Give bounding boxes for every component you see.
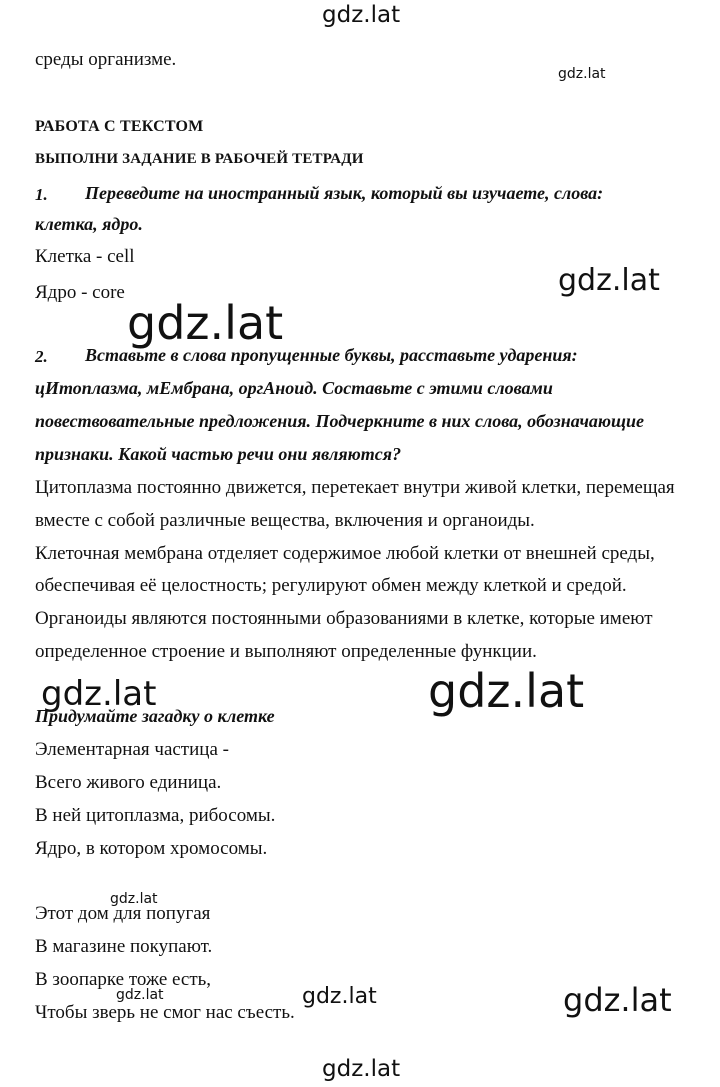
watermark-small-mid: gdz.lat [110, 891, 158, 907]
watermark-large-bottom-right: gdz.lat [563, 981, 672, 1019]
task2-question-line2: цИтоплазма, мЕмбрана, оргАноид. Составьте с этими словами [35, 378, 553, 398]
watermark-medium-bottom: gdz.lat [302, 984, 377, 1009]
task1-question-line1: Переведите на иностранный язык, который вы изучаете, слова: [85, 183, 604, 203]
task2-number: 2. [35, 347, 48, 366]
watermark-top: gdz.lat [322, 2, 401, 28]
task2-question-line4: признаки. Какой частью речи они являются? [35, 444, 402, 464]
riddle1-line3: В ней цитоплазма, рибосомы. [35, 805, 276, 826]
riddle2-line1: Этот дом для попугая [35, 903, 211, 924]
watermark-large-right: gdz.lat [558, 263, 660, 298]
watermark-small-low: gdz.lat [116, 987, 164, 1003]
task2-answer-1: Цитоплазма постоянно движется, перетекает внутри живой клетки, перемещая [35, 477, 675, 498]
riddle1-line1: Элементарная частица - [35, 739, 229, 760]
watermark-xl-left: gdz.lat [127, 296, 284, 350]
riddle1-line4: Ядро, в котором хромосомы. [35, 838, 268, 859]
riddle1-line2: Всего живого единица. [35, 772, 222, 793]
watermark-small-top-right: gdz.lat [558, 66, 606, 82]
intro-text: среды организме. [35, 49, 177, 70]
watermark-large-left: gdz.lat [41, 674, 157, 714]
riddle2-line2: В магазине покупают. [35, 936, 213, 957]
task2-answer-2: вместе с собой различные вещества, включения и органоиды. [35, 510, 535, 531]
task1-question-line2: клетка, ядро. [35, 214, 143, 234]
task2-answer-3: Клеточная мембрана отделяет содержимое любой клетки от внешней среды, [35, 543, 655, 564]
riddle2-line3: В зоопарке тоже есть, [35, 969, 212, 990]
riddle-title: Придумайте загадку о клетке [35, 706, 275, 726]
task2-answer-4: обеспечивая её целостность; регулируют обмен между клеткой и средой. [35, 575, 627, 596]
task-heading: ВЫПОЛНИ ЗАДАНИЕ В РАБОЧЕЙ ТЕТРАДИ [35, 151, 364, 167]
task2-question-line1: Вставьте в слова пропущенные буквы, расставьте ударения: [85, 345, 578, 365]
task2-answer-6: определенное строение и выполняют определенные функции. [35, 641, 537, 662]
task2-answer-5: Органоиды являются постоянными образованиями в клетке, которые имеют [35, 608, 653, 629]
task2-question-line3: повествовательные предложения. Подчеркните в них слова, обозначающие [35, 411, 645, 431]
section-heading: РАБОТА С ТЕКСТОМ [35, 118, 204, 135]
task1-answer-2: Ядро - core [35, 282, 125, 303]
task1-answer-1: Клетка - cell [35, 246, 135, 267]
watermark-bottom: gdz.lat [322, 1056, 401, 1082]
riddle2-line4: Чтобы зверь не смог нас съесть. [35, 1002, 295, 1023]
task1-number: 1. [35, 185, 48, 204]
watermark-xl-center: gdz.lat [428, 664, 585, 718]
